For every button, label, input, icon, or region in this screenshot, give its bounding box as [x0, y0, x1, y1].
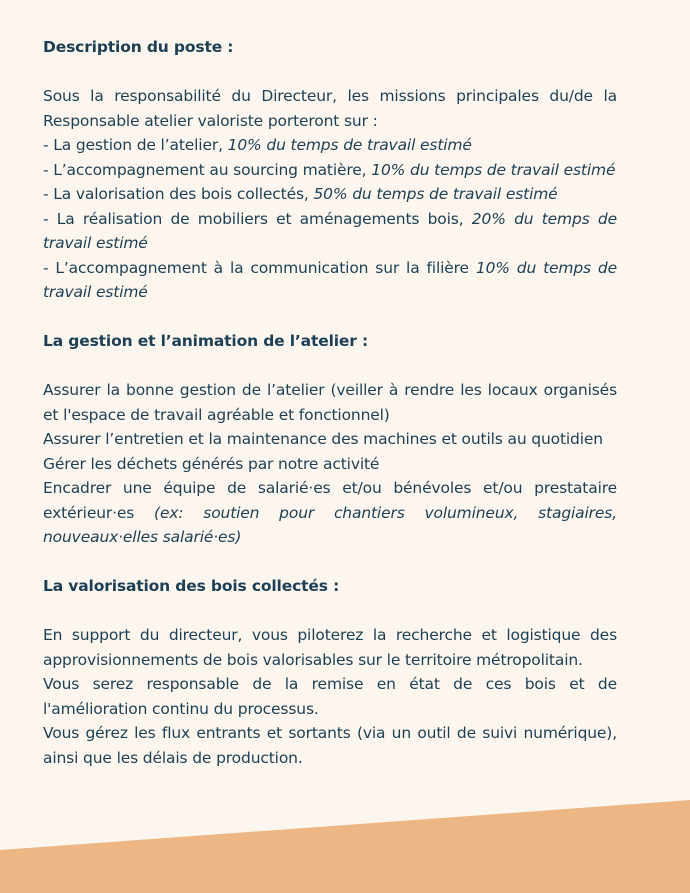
- section-heading-atelier: La gestion et l’animation de l’atelier :: [43, 332, 369, 350]
- mission-item-text: - La réalisation de mobiliers et aménagements bois,: [43, 209, 472, 228]
- mission-item-text: - L’accompagnement à la communication sur la filière: [43, 258, 476, 277]
- mission-item-2: [43, 158, 617, 183]
- mission-item-4: [43, 207, 617, 256]
- section-heading-valorisation: La valorisation des bois collectés :: [43, 577, 340, 595]
- atelier-paragraph-4-text: Encadrer une équipe de salarié·es et/ou bénévoles et/ou prestataire extérieur·es: [43, 479, 617, 522]
- atelier-paragraph-2: Assurer l’entretien et la maintenance des machines et outils au quotidien: [43, 430, 603, 448]
- document-body: [43, 35, 617, 770]
- mission-item-note: 10% du temps de travail estimé: [43, 258, 617, 301]
- valorisation-paragraph-2: Vous serez responsable de la remise en état de ces bois et de l'amélioration continu du processus.: [43, 675, 617, 718]
- mission-item-3: [43, 182, 617, 207]
- mission-item-text: - La gestion de l’atelier,: [43, 136, 228, 154]
- intro-paragraph: Sous la responsabilité du Directeur, les missions principales du/de la Responsable atelier valoriste porteront sur :: [43, 87, 617, 130]
- mission-item-note: 20% du temps de travail estimé: [43, 209, 617, 252]
- valorisation-paragraph-3: Vous gérez les flux entrants et sortants (via un outil de suivi numérique), ainsi que les délais de production.: [43, 724, 617, 767]
- mission-item-note: 50% du temps de travail estimé: [313, 185, 558, 203]
- mission-item-text: - L’accompagnement au sourcing matière,: [43, 160, 372, 179]
- valorisation-paragraph-1: En support du directeur, vous piloterez la recherche et logistique des approvisionnements de bois valorisables sur le territoire métropolitain.: [43, 626, 617, 669]
- atelier-paragraph-3: Gérer les déchets générés par notre activité: [43, 454, 380, 473]
- atelier-paragraph-1: Assurer la bonne gestion de l’atelier (veiller à rendre les locaux organisés et l'espace de travail agréable et fonctionnel): [43, 381, 617, 424]
- atelier-paragraph-4: [43, 476, 617, 550]
- mission-item-5: [43, 256, 617, 305]
- mission-item-note: 10% du temps de travail estimé: [227, 136, 472, 154]
- mission-item-note: 10% du temps de travail estimé: [371, 160, 616, 179]
- mission-item-text: - La valorisation des bois collectés,: [43, 185, 314, 203]
- atelier-paragraph-4-note: (ex: soutien pour chantiers volumineux, stagiaires, nouveaux·elles salarié·es): [43, 503, 617, 546]
- mission-item-1: [43, 133, 617, 158]
- section-heading-description: Description du poste :: [43, 38, 234, 56]
